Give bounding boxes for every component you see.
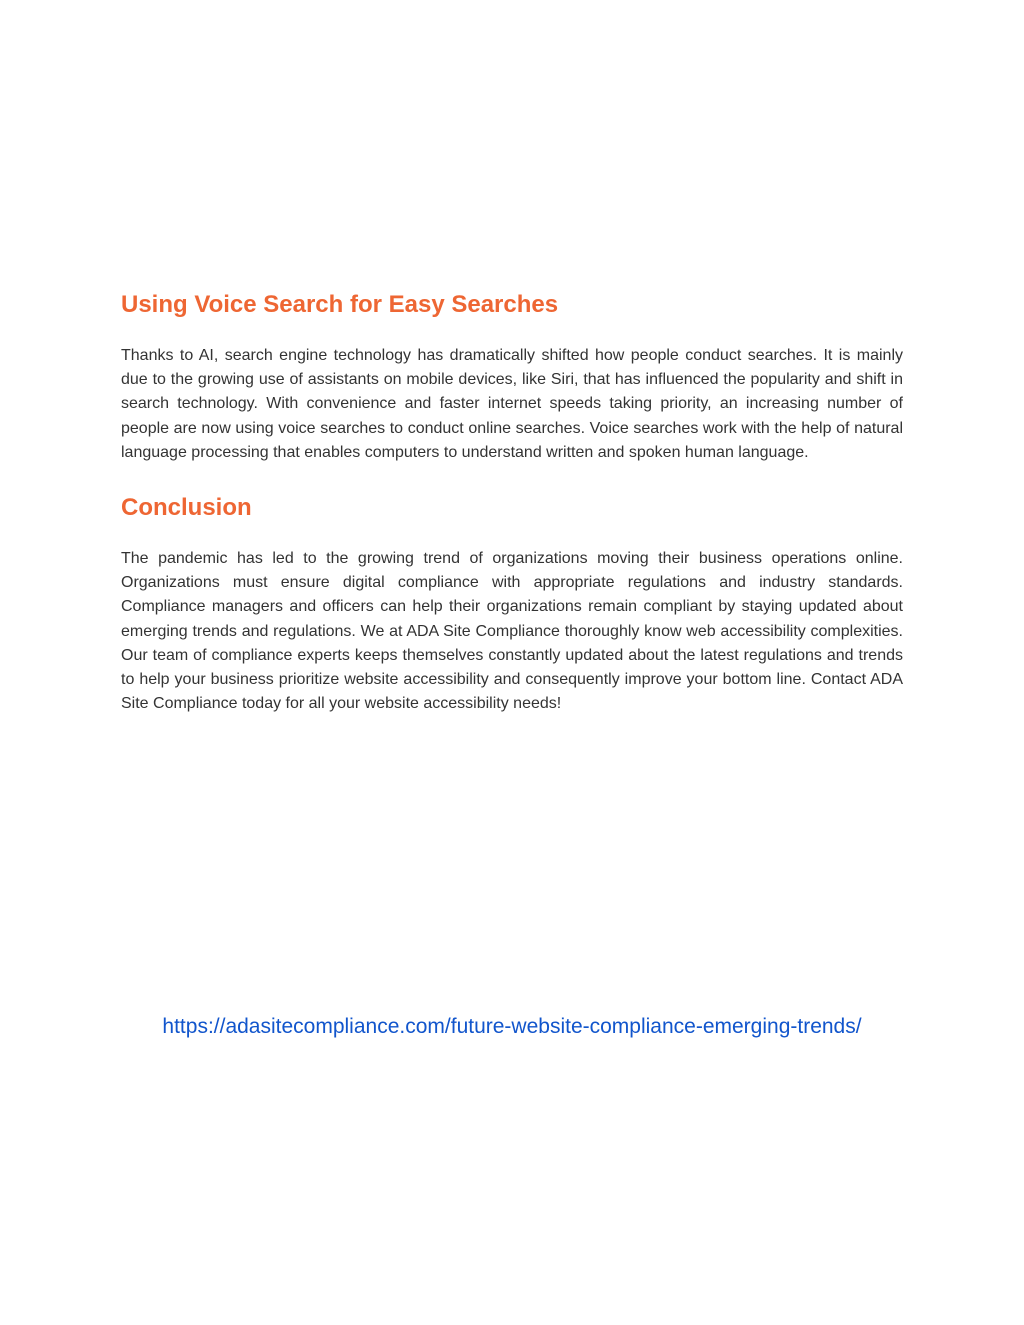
source-url-link[interactable]: https://adasitecompliance.com/future-website-compliance-emerging-trends/ — [162, 1015, 862, 1038]
section-heading-voice-search: Using Voice Search for Easy Searches — [121, 291, 559, 318]
section-heading-conclusion: Conclusion — [121, 494, 252, 522]
footer-link-container — [0, 1012, 1024, 1042]
section-body-voice-search: Thanks to AI, search engine technology has dramatically shifted how people conduct searches. It is mainly due to the growing use of assistants on mobile devices, like Siri, that has influenced the popularity and shift in search technology. With convenience and faster internet speeds taking priority, an increasing number of people are now using voice searches to conduct online searches. Voice searches work with the help of natural language processing that enables computers to understand written and spoken human language. — [121, 347, 903, 461]
section-body-conclusion: The pandemic has led to the growing trend of organizations moving their business operations online. Organizations must ensure digital compliance with appropriate regulations and industry standards. Compliance managers and officers can help their organizations remain compliant by staying updated about emerging trends and regulations. We at ADA Site Compliance thoroughly know web accessibility complexities. Our team of compliance experts keeps themselves constantly updated about the latest regulations and trends to help your business prioritize website accessibility and consequently improve your bottom line. Contact ADA Site Compliance today for all your website accessibility needs! — [121, 550, 903, 713]
document-content — [121, 288, 903, 716]
